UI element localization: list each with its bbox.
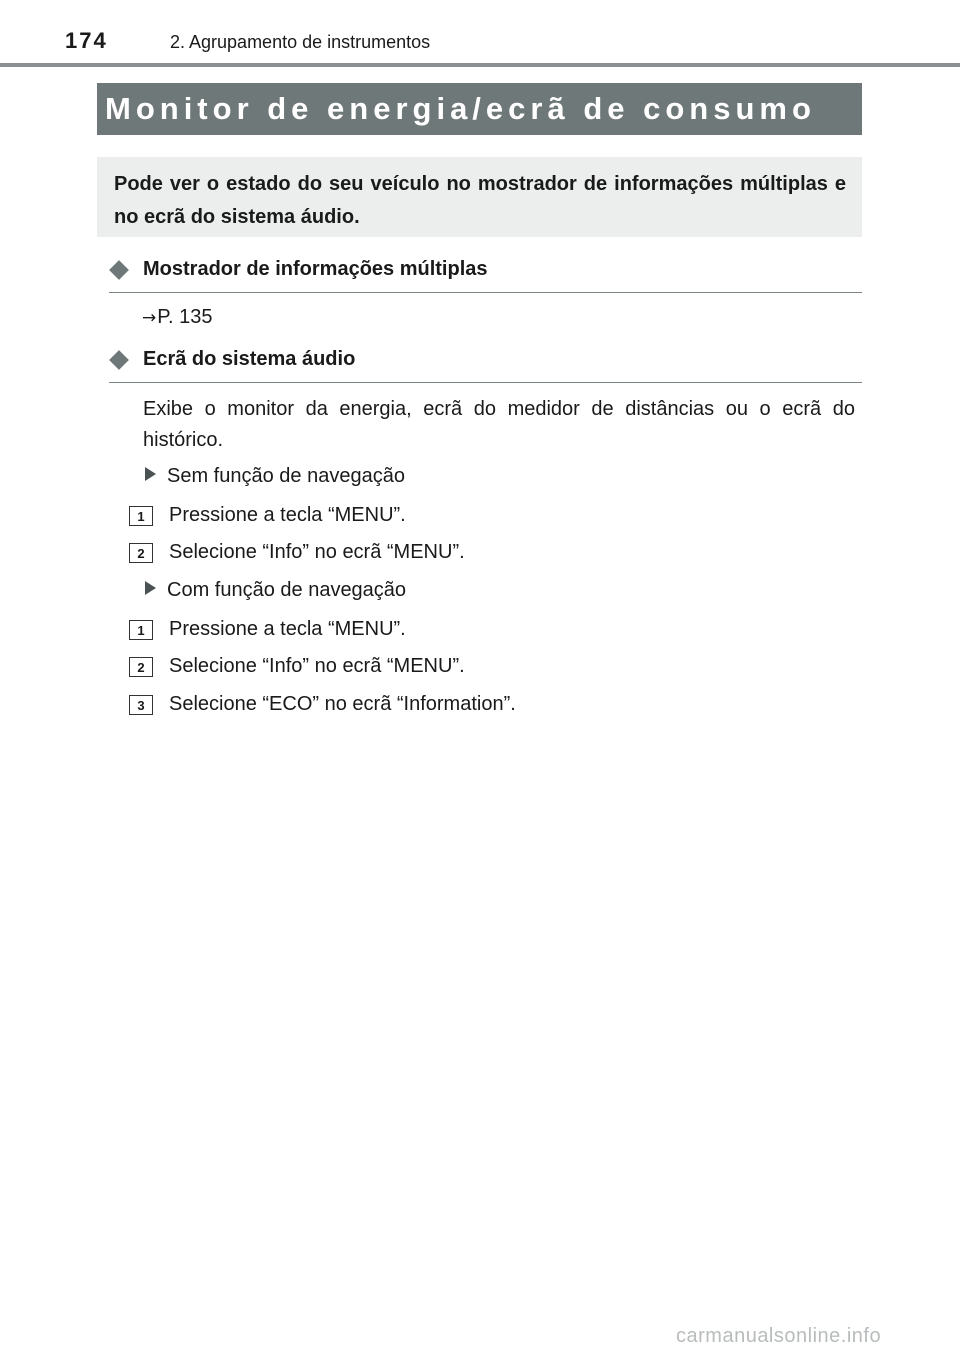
triangle-bullet-icon [145,467,156,481]
step-text: Pressione a tecla “MENU”. [169,504,406,526]
step-text: Selecione “ECO” no ecrã “Information”. [169,693,516,715]
with-nav-label-text: Com função de navegação [167,579,407,601]
page-reference[interactable] [142,306,213,329]
audio-heading-label: Ecrã do sistema áudio [143,348,356,370]
step-number-badge: 3 [129,695,153,715]
without-nav-label [145,465,405,488]
step-number-badge: 1 [129,620,153,640]
arrow-right-icon: → [142,308,157,328]
header-divider [0,63,960,67]
step-text: Pressione a tecla “MENU”. [169,618,406,640]
page-reference-text: P. 135 [157,306,213,328]
multi-info-heading-label: Mostrador de informações múltiplas [143,258,488,280]
intro-text: Pode ver o estado do seu veículo no mostrador de informações múltiplas e no ecrã do sistema áudio. [114,173,846,228]
audio-description: Exibe o monitor da energia, ecrã do medidor de distâncias ou o ecrã do histórico. [143,398,855,451]
intro-box [97,157,862,237]
page-header [0,0,960,70]
diamond-bullet-icon [109,260,129,280]
multi-info-heading [109,258,862,293]
step-text: Selecione “Info” no ecrã “MENU”. [169,541,465,563]
diamond-bullet-icon [109,350,129,370]
triangle-bullet-icon [145,581,156,595]
step-number-badge: 1 [129,506,153,526]
without-nav-label-text: Sem função de navegação [167,465,405,487]
step-number-badge: 2 [129,657,153,677]
with-nav-label [145,579,406,602]
chapter-title: 2. Agrupamento de instrumentos [170,32,431,52]
watermark: carmanualsonline.info [676,1325,882,1347]
page-number: 174 [65,28,108,53]
section-title: Monitor de energia/ecrã de consumo [97,83,862,135]
audio-heading [109,348,862,383]
step-number-badge: 2 [129,543,153,563]
step-text: Selecione “Info” no ecrã “MENU”. [169,655,465,677]
